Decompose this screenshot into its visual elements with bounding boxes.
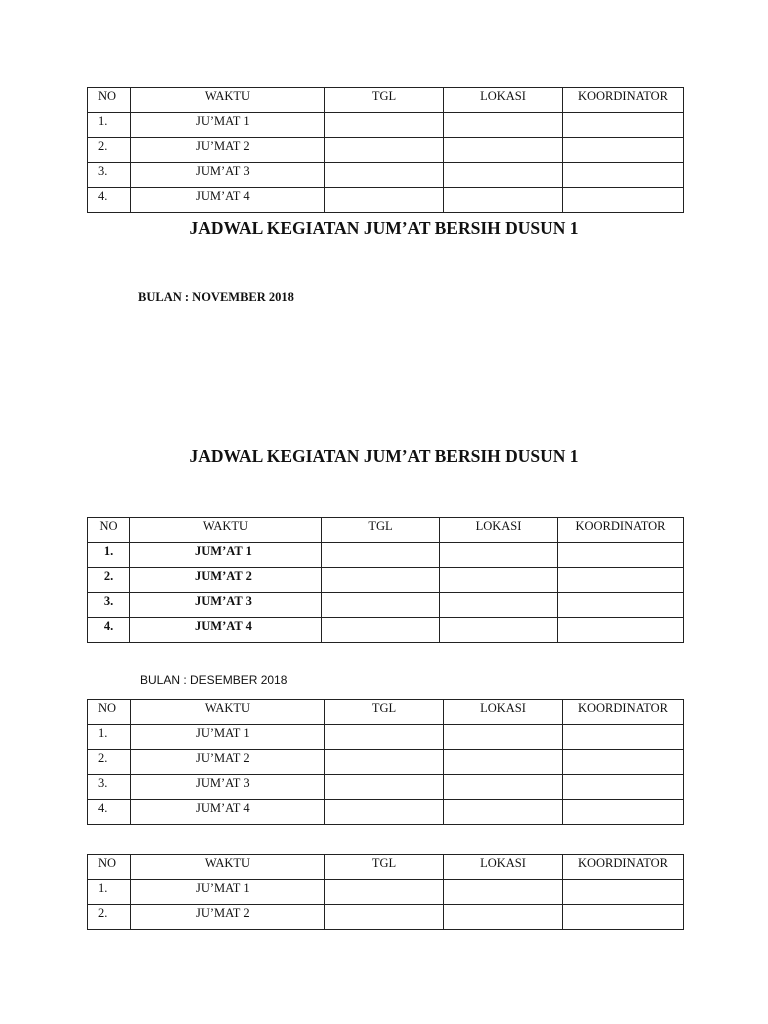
row-lokasi-cell (444, 188, 563, 213)
table-row (88, 138, 684, 163)
table-row (88, 188, 684, 213)
row-no: 2. (88, 750, 131, 775)
header-tgl: TGL (322, 518, 440, 543)
row-tgl-cell (325, 138, 444, 163)
table-row (88, 725, 684, 750)
table-row (88, 593, 684, 618)
row-koordinator-cell (563, 188, 684, 213)
row-no: 3. (88, 163, 131, 188)
month-label-desember: BULAN : DESEMBER 2018 (140, 673, 288, 687)
row-tgl-cell (322, 543, 440, 568)
row-waktu: JU’MAT 2 (131, 750, 325, 775)
row-tgl-cell (322, 593, 440, 618)
row-lokasi-cell (444, 113, 563, 138)
row-waktu: JU’MAT 1 (131, 725, 325, 750)
row-tgl-cell (325, 750, 444, 775)
table-row (88, 163, 684, 188)
row-lokasi-cell (440, 543, 558, 568)
table-row (88, 543, 684, 568)
table-row (88, 618, 684, 643)
header-koordinator: KOORDINATOR (563, 700, 684, 725)
row-koordinator-cell (563, 725, 684, 750)
header-lokasi: LOKASI (444, 855, 563, 880)
row-tgl-cell (325, 725, 444, 750)
row-waktu: JUM’AT 4 (131, 188, 325, 213)
row-waktu: JU’MAT 1 (131, 880, 325, 905)
header-no: NO (88, 518, 130, 543)
row-lokasi-cell (444, 880, 563, 905)
row-lokasi-cell (440, 618, 558, 643)
header-koordinator: KOORDINATOR (563, 88, 684, 113)
header-tgl: TGL (325, 88, 444, 113)
header-koordinator: KOORDINATOR (558, 518, 684, 543)
table-row (88, 905, 684, 930)
row-koordinator-cell (563, 750, 684, 775)
row-waktu: JU’MAT 2 (131, 905, 325, 930)
row-waktu: JUM’AT 3 (131, 775, 325, 800)
header-koordinator: KOORDINATOR (563, 855, 684, 880)
row-lokasi-cell (440, 593, 558, 618)
row-waktu: JUM’AT 4 (130, 618, 322, 643)
schedule-table-1 (87, 87, 684, 213)
page-title-2: JADWAL KEGIATAN JUM’AT BERSIH DUSUN 1 (189, 446, 579, 466)
row-waktu: JU’MAT 1 (131, 113, 325, 138)
header-waktu: WAKTU (131, 700, 325, 725)
row-tgl-cell (325, 800, 444, 825)
row-koordinator-cell (563, 163, 684, 188)
header-no: NO (88, 88, 131, 113)
header-no: NO (88, 855, 131, 880)
table-row (88, 750, 684, 775)
row-koordinator-cell (563, 775, 684, 800)
row-waktu: JUM’AT 4 (131, 800, 325, 825)
row-koordinator-cell (558, 543, 684, 568)
row-tgl-cell (322, 568, 440, 593)
header-lokasi: LOKASI (444, 88, 563, 113)
row-koordinator-cell (558, 618, 684, 643)
row-tgl-cell (325, 905, 444, 930)
row-no: 4. (88, 188, 131, 213)
row-koordinator-cell (563, 138, 684, 163)
row-tgl-cell (325, 775, 444, 800)
row-waktu: JUM’AT 3 (131, 163, 325, 188)
row-koordinator-cell (563, 800, 684, 825)
row-lokasi-cell (444, 905, 563, 930)
row-tgl-cell (325, 163, 444, 188)
row-lokasi-cell (444, 163, 563, 188)
row-waktu: JU’MAT 2 (131, 138, 325, 163)
row-no: 3. (88, 593, 130, 618)
header-lokasi: LOKASI (440, 518, 558, 543)
row-lokasi-cell (444, 775, 563, 800)
row-koordinator-cell (563, 113, 684, 138)
row-koordinator-cell (563, 880, 684, 905)
row-tgl-cell (325, 880, 444, 905)
schedule-table-4 (87, 854, 684, 930)
row-waktu: JUM’AT 1 (130, 543, 322, 568)
row-no: 2. (88, 138, 131, 163)
schedule-table-2 (87, 517, 684, 643)
row-no: 3. (88, 775, 131, 800)
row-waktu: JUM’AT 2 (130, 568, 322, 593)
row-lokasi-cell (444, 725, 563, 750)
row-no: 1. (88, 113, 131, 138)
table-row (88, 775, 684, 800)
table-row (88, 113, 684, 138)
table-header-row (88, 700, 684, 725)
row-no: 1. (88, 725, 131, 750)
header-lokasi: LOKASI (444, 700, 563, 725)
month-label-november: BULAN : NOVEMBER 2018 (138, 290, 294, 304)
row-no: 4. (88, 618, 130, 643)
row-no: 1. (88, 543, 130, 568)
row-koordinator-cell (563, 905, 684, 930)
header-no: NO (88, 700, 131, 725)
row-lokasi-cell (440, 568, 558, 593)
header-tgl: TGL (325, 855, 444, 880)
row-tgl-cell (322, 618, 440, 643)
schedule-table-3 (87, 699, 684, 825)
page-title-1: JADWAL KEGIATAN JUM’AT BERSIH DUSUN 1 (189, 218, 579, 238)
row-tgl-cell (325, 113, 444, 138)
table-row (88, 880, 684, 905)
table-row (88, 568, 684, 593)
table-header-row (88, 518, 684, 543)
row-koordinator-cell (558, 593, 684, 618)
row-lokasi-cell (444, 138, 563, 163)
header-waktu: WAKTU (131, 855, 325, 880)
row-lokasi-cell (444, 750, 563, 775)
row-tgl-cell (325, 188, 444, 213)
row-no: 2. (88, 905, 131, 930)
row-no: 1. (88, 880, 131, 905)
header-waktu: WAKTU (131, 88, 325, 113)
row-no: 4. (88, 800, 131, 825)
row-lokasi-cell (444, 800, 563, 825)
row-koordinator-cell (558, 568, 684, 593)
table-header-row (88, 855, 684, 880)
table-header-row (88, 88, 684, 113)
table-row (88, 800, 684, 825)
header-tgl: TGL (325, 700, 444, 725)
row-no: 2. (88, 568, 130, 593)
header-waktu: WAKTU (130, 518, 322, 543)
row-waktu: JUM’AT 3 (130, 593, 322, 618)
